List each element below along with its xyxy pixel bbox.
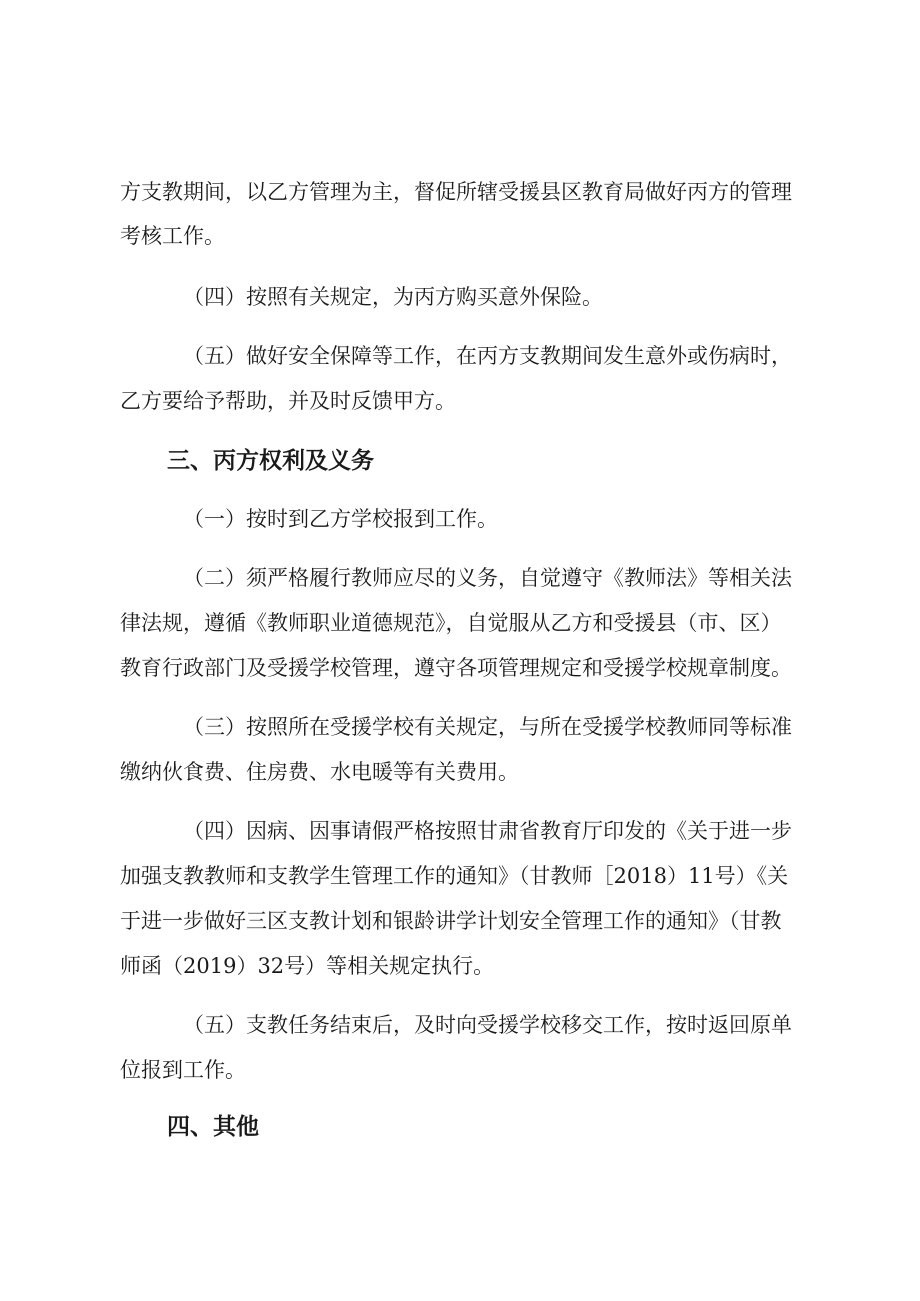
paragraph-line: 乙方要给予帮助，并及时反馈甲方。 xyxy=(120,389,456,413)
paragraph-line: 缴纳伙食费、住房费、水电暖等有关费用。 xyxy=(120,760,519,784)
section-heading: 四、其他 xyxy=(167,1114,259,1140)
paragraph-line: 教育行政部门及受援学校管理，遵守各项管理规定和受援学校规章制度。 xyxy=(120,656,792,680)
paragraph-line: 加强支教教师和支教学生管理工作的通知》（甘教师［2018）11号）《关 xyxy=(120,864,789,888)
paragraph-line: （四）按照有关规定，为丙方购买意外保险。 xyxy=(183,285,603,309)
paragraph-line: 考核工作。 xyxy=(120,224,225,248)
paragraph-line: 方支教期间，以乙方管理为主，督促所辖受援县区教育局做好丙方的管理 xyxy=(120,180,792,204)
section-heading: 三、丙方权利及义务 xyxy=(167,448,374,474)
paragraph-line: （五）做好安全保障等工作，在丙方支教期间发生意外或伤病时， xyxy=(183,344,792,368)
paragraph-line: （四）因病、因事请假严格按照甘肃省教育厅印发的《关于进一步 xyxy=(183,819,792,843)
paragraph-line: 位报到工作。 xyxy=(120,1058,246,1082)
paragraph-line: 于进一步做好三区支教计划和银龄讲学计划安全管理工作的通知》（甘教 xyxy=(120,909,782,933)
paragraph-line: （一）按时到乙方学校报到工作。 xyxy=(183,507,498,531)
paragraph-line: （五）支教任务结束后，及时向受援学校移交工作，按时返回原单 xyxy=(183,1013,792,1037)
paragraph-line: 师函（2019）32号）等相关规定执行。 xyxy=(120,954,495,978)
paragraph-line: 律法规，遵循《教师职业道德规范》，自觉服从乙方和受援县（市、区） xyxy=(120,611,782,635)
paragraph-line: （二）须严格履行教师应尽的义务，自觉遵守《教师法》等相关法 xyxy=(183,566,792,590)
paragraph-line: （三）按照所在受援学校有关规定，与所在受援学校教师同等标准 xyxy=(183,715,792,739)
